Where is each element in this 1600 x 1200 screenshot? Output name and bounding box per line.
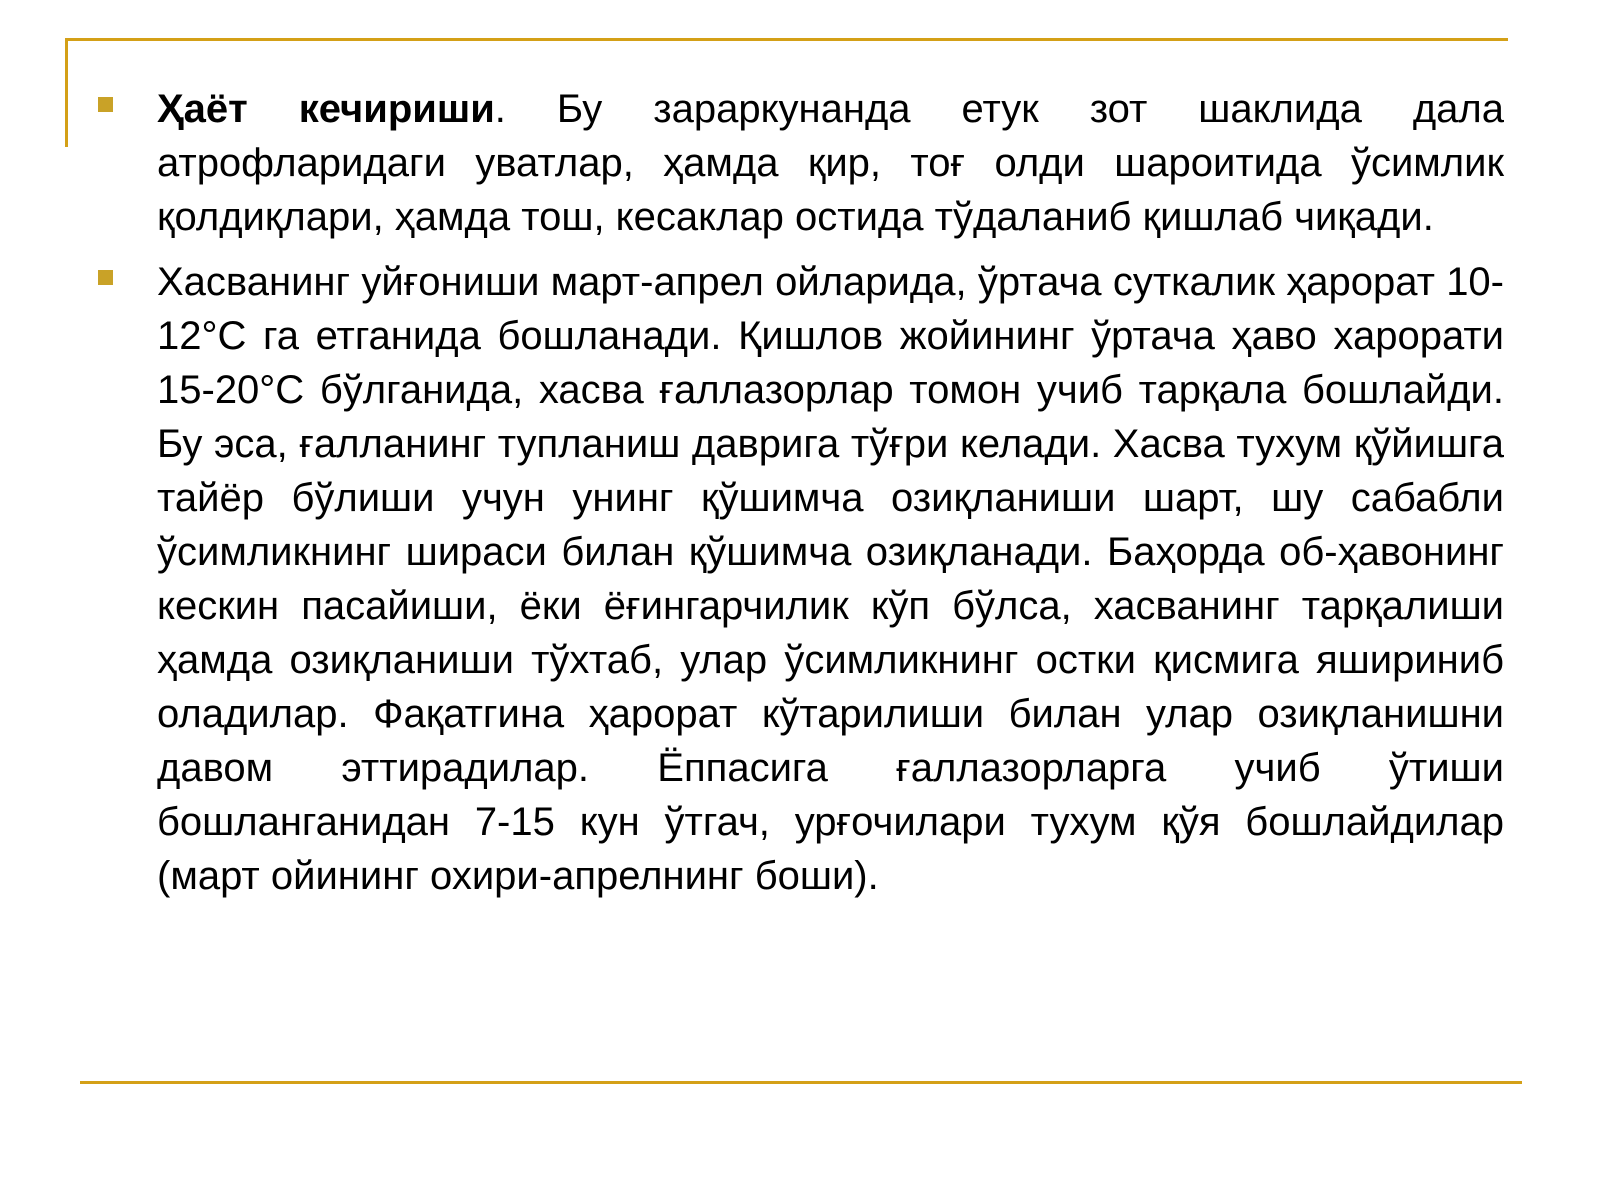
bullet-item-1	[98, 82, 1504, 244]
bottom-divider-line	[80, 1081, 1522, 1084]
bullet-paragraph-2	[157, 255, 1504, 903]
left-accent-line	[65, 38, 68, 147]
bullet-paragraph-1	[157, 82, 1504, 244]
bold-lead-text: Ҳаёт кечириши	[157, 87, 495, 131]
slide-body	[98, 82, 1504, 914]
bullet-item-2	[98, 255, 1504, 903]
square-bullet-icon	[98, 97, 113, 112]
top-divider-line	[66, 38, 1508, 41]
bullet-body-text: Хасванинг уйғониши март-апрел ойларида, ўртача суткалик ҳарорат 10-12°С га етганида бошланади. Қишлов жойининг ўртача ҳаво харорати 15-20°С бўлганида, хасва ғаллазорлар томон учиб тарқала бошлайди. Бу эса, ғалланинг тупланиш даврига тўғри келади. Хасва тухум қўйишга тайёр бўлиши учун унинг қўшимча озиқланиши шарт, шу сабабли ўсимликнинг шираси билан қўшимча озиқланади. Баҳорда об-ҳавонинг кескин пасайиши, ёки ёғингарчилик кўп бўлса, хасванинг тарқалиши ҳамда озиқланиши тўхтаб, улар ўсимликнинг остки қисмига яшириниб оладилар. Фақатгина ҳарорат кўтарилиши билан улар озиқланишни давом эттирадилар. Ёппасига ғаллазорларга учиб ўтиши бошланганидан 7-15 кун ўтгач, урғочилари тухум қўя бошлайдилар (март ойининг охири-апрелнинг боши).	[157, 260, 1504, 898]
square-bullet-icon	[98, 270, 113, 285]
bullet-body-text: . Бу зараркунанда етук зот шаклида дала атрофларидаги уватлар, ҳамда қир, тоғ олди шароитида ўсимлик қолдиқлари, ҳамда тош, кесаклар остида тўдаланиб қишлаб чиқади.	[157, 87, 1504, 239]
